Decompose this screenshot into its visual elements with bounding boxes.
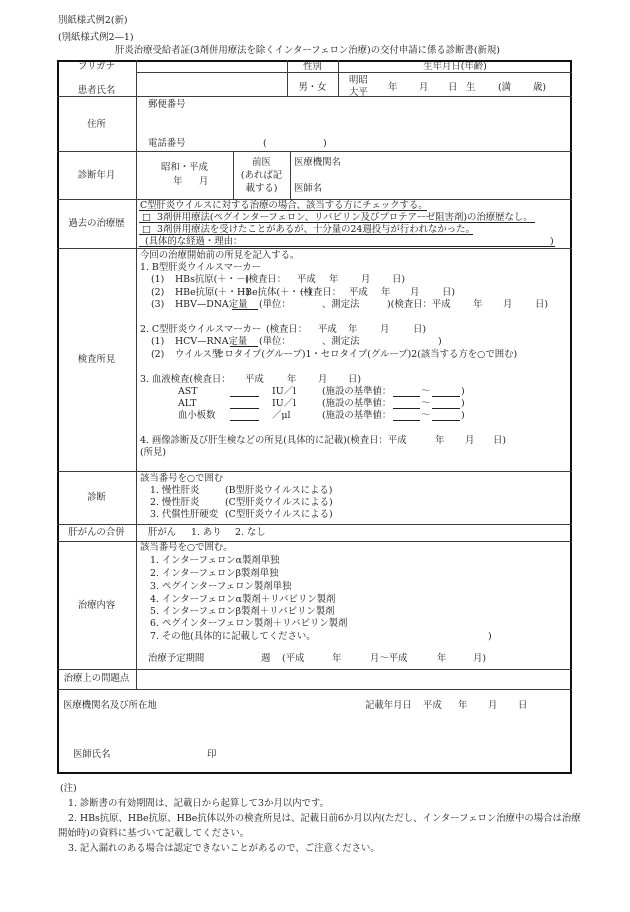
hcv-rna-value-blank xyxy=(230,346,258,347)
note-item: 3. 記入漏れのある場合は認定できないことがあるので、ご注意ください。 xyxy=(68,843,380,854)
year-unit: 年 xyxy=(435,435,445,446)
patient-name-label: 患者氏名 xyxy=(77,85,116,96)
test-date-label: (検査日： xyxy=(266,324,308,335)
ast-value-blank xyxy=(230,396,259,397)
platelet-reference-min-blank xyxy=(393,420,420,421)
blood-test-heading: 3. 血液検査(検査日： xyxy=(140,374,231,385)
month-unit: 月 xyxy=(465,435,475,446)
birth-day-unit: 日 xyxy=(448,82,458,93)
treatment-period-label: 治療予定期間 xyxy=(148,653,205,664)
method-label: 、測定法 xyxy=(322,299,360,310)
row-divider xyxy=(57,689,572,690)
treatment-other-close: ) xyxy=(488,631,492,642)
treatment-option: 2. インターフェロンβ製剤単独 xyxy=(150,568,279,579)
month-unit: 月 xyxy=(488,700,498,711)
range-separator: ～ xyxy=(421,410,431,421)
weeks-unit: 週 xyxy=(261,653,271,664)
age-prefix: (満 xyxy=(498,82,512,93)
phone-area-close: ) xyxy=(323,138,327,149)
imaging-findings-label: (所見) xyxy=(140,447,167,458)
hbv-heading: 1. B型肝炎ウイルスマーカー xyxy=(140,262,262,273)
birth-month-unit: 月 xyxy=(419,82,429,93)
year-unit: 年 xyxy=(287,374,297,385)
past-treatment-instruction: C型肝炎ウイルスに対する治療の場合、該当する方にチェックする。 xyxy=(140,200,428,211)
diagnosis-date-label: 診断年月 xyxy=(77,170,116,181)
day-unit: 日) xyxy=(535,299,549,310)
period-separator: 月～平成 xyxy=(370,653,408,664)
birthdate-label: 生年月日(年齢) xyxy=(423,61,487,72)
phone-label: 電話番号 xyxy=(148,138,186,149)
treatment-issues-label: 治療上の問題点 xyxy=(63,673,130,684)
liver-cancer-option-yes: 1. あり xyxy=(191,527,222,538)
previous-doctor-note: 載する) xyxy=(245,183,278,194)
year-unit: 年 xyxy=(381,287,391,298)
liver-cancer-text: 肝がん xyxy=(148,527,177,538)
treatment-label: 治療内容 xyxy=(77,600,116,611)
close-paren: ) xyxy=(461,410,465,421)
virus-type-label: ウイルス型 xyxy=(175,349,222,360)
range-separator: ～ xyxy=(421,398,431,409)
diagnosis-option: 3. 代償性肝硬変 xyxy=(150,509,219,520)
row-divider xyxy=(57,471,572,472)
item-number: (2) xyxy=(151,349,165,360)
option-no-triple-therapy: 3剤併用療法(ペグインターフェロン、リバビリン及びプロテアーゼ阻害剤)の治療歴なし。 xyxy=(157,212,533,223)
alt-unit: IU／l xyxy=(272,398,296,409)
close-paren: ) xyxy=(461,386,465,397)
ast-unit: IU／l xyxy=(272,386,296,397)
sex-options: 男・女 xyxy=(298,82,327,93)
platelet-reference-max-blank xyxy=(432,420,460,421)
month-unit: 月 xyxy=(361,274,371,285)
row-divider xyxy=(57,541,572,542)
hbe-antigen: HBe抗原(＋・－) xyxy=(175,287,250,298)
day-unit: 日) xyxy=(493,435,507,446)
day-unit: 日) xyxy=(442,287,456,298)
address-label: 住所 xyxy=(87,119,106,130)
notes-heading: (注) xyxy=(60,783,77,794)
institution-name-label: 医療機関名 xyxy=(294,157,341,168)
platelet-value-blank xyxy=(230,420,259,421)
diagnosis-cause: (C型肝炎ウイルスによる) xyxy=(225,509,333,520)
underline xyxy=(139,246,555,247)
period-start-era: (平成 xyxy=(282,653,305,664)
era-heisei: 平成 xyxy=(318,324,337,335)
underline xyxy=(139,222,535,223)
ast-label: AST xyxy=(178,386,198,397)
year-unit: 年 xyxy=(348,324,358,335)
phone-area-open: ( xyxy=(263,138,267,149)
note-item: 2. HBs抗原、HBe抗原、HBe抗体以外の検査所見は、記載日前6か月以内(ただし、インターフェロン治療中の場合は治療 xyxy=(68,813,581,824)
item-number: (3) xyxy=(151,299,165,310)
diagnosis-option: 1. 慢性肝炎 xyxy=(150,485,200,496)
era-heisei: 平成 xyxy=(423,700,442,711)
close-paren: ) xyxy=(438,336,442,347)
form-number: 別紙様式例2(新) xyxy=(58,15,128,26)
document-title: 肝炎治療受給者証(3剤併用療法を除くインターフェロン治療)の交付申請に係る診断書(新規) xyxy=(115,45,500,56)
year-unit: 年 xyxy=(332,653,342,664)
diagnosis-cause: (B型肝炎ウイルスによる) xyxy=(225,485,333,496)
born-label: 生 xyxy=(466,82,476,93)
findings-intro: 今回の治療開始前の所見を記入する。 xyxy=(140,250,300,261)
diagnosis-year-unit: 年 xyxy=(173,176,183,187)
month-unit: 月 xyxy=(410,287,420,298)
liver-cancer-option-no: 2. なし xyxy=(235,527,266,538)
year-unit: 年 xyxy=(473,299,483,310)
previous-doctor-note: (あれば記 xyxy=(240,170,283,181)
note-item: 1. 診断書の有効期間は、記載日から起算して3か月以内です。 xyxy=(68,798,329,809)
month-unit: 月 xyxy=(503,299,513,310)
diagnosis-instruction: 該当番号を○で囲む xyxy=(140,473,224,484)
furigana-label: フリガナ xyxy=(77,61,116,72)
ast-reference-min-blank xyxy=(393,396,420,397)
treatment-option: 7. その他(具体的に記載してください。 xyxy=(150,631,316,642)
test-date-label: (検査日： xyxy=(300,287,342,298)
day-unit: 日) xyxy=(413,324,427,335)
hbv-dna-value-blank xyxy=(232,309,258,310)
option-incomplete-triple-therapy: 3剤併用療法を受けたことがあるが、十分量の24週投与が行われなかった。 xyxy=(157,224,475,235)
test-date-label: )(検査日：平成 xyxy=(387,299,451,310)
diagnosis-label: 診断 xyxy=(87,492,106,503)
treatment-option: 4. インターフェロンα製剤＋リバビリン製剤 xyxy=(150,594,336,605)
unit-label: (単位： xyxy=(259,299,291,310)
age-suffix: 歳) xyxy=(533,82,547,93)
diagnosis-era: 昭和・平成 xyxy=(161,162,208,173)
diagnosis-option: 2. 慢性肝炎 xyxy=(150,497,200,508)
postal-code-label: 郵便番号 xyxy=(148,99,186,110)
reference-label: (施設の基準値： xyxy=(322,398,392,409)
diagnosis-cause: (C型肝炎ウイルスによる) xyxy=(225,497,333,508)
method-label: 、測定法 xyxy=(322,336,360,347)
treatment-instruction: 該当番号を○で囲む。 xyxy=(140,542,233,553)
treatment-option: 3. ペグインターフェロン製剤単独 xyxy=(150,581,292,592)
year-unit: 年 xyxy=(329,274,339,285)
row-divider xyxy=(136,72,572,73)
reference-label: (施設の基準値： xyxy=(322,386,392,397)
close-paren: ) xyxy=(461,398,465,409)
day-unit: 日) xyxy=(348,374,362,385)
row-divider xyxy=(57,96,572,97)
reason-label: (具体的な経過・理由： xyxy=(145,236,243,247)
row-divider xyxy=(57,151,572,152)
treatment-option: 1. インターフェロンα製剤単独 xyxy=(150,555,280,566)
year-unit: 年 xyxy=(458,700,468,711)
form-subnumber: (別紙様式例2—1) xyxy=(58,32,134,43)
hbv-dna-quantity: HBV—DNA定量 xyxy=(175,299,248,310)
alt-label: ALT xyxy=(178,398,197,409)
month-unit: 月 xyxy=(318,374,328,385)
findings-label: 検査所見 xyxy=(77,354,116,365)
row-divider xyxy=(57,669,572,670)
row-divider xyxy=(57,248,572,249)
checkbox-no-triple-therapy[interactable]: □ xyxy=(142,212,151,223)
birth-year-unit: 年 xyxy=(388,82,398,93)
liver-cancer-label: 肝がんの合併 xyxy=(68,527,125,538)
treatment-option: 6. ペグインターフェロン製剤＋リバビリン製剤 xyxy=(150,618,348,629)
year-unit: 年 xyxy=(437,653,447,664)
platelet-label: 血小板数 xyxy=(178,410,216,421)
hbe-antibody: HBe抗体(＋・－) xyxy=(237,287,312,298)
reason-close: ) xyxy=(550,236,554,247)
range-separator: ～ xyxy=(421,386,431,397)
ast-reference-max-blank xyxy=(432,396,460,397)
serotype-options: セロタイプ(グループ)1・セロタイプ(グループ)2(該当する方を○で囲む) xyxy=(215,349,518,360)
month-unit: 月 xyxy=(380,324,390,335)
alt-reference-max-blank xyxy=(432,408,460,409)
underline xyxy=(139,210,427,211)
platelet-unit: ／μl xyxy=(272,410,291,421)
note-item-continuation: 開始時)の資料に基づいて記載してください。 xyxy=(58,828,250,839)
item-number: (1) xyxy=(151,336,165,347)
hcv-heading: 2. C型肝炎ウイルスマーカー xyxy=(140,324,262,335)
hcv-rna-quantity: HCV—RNA定量 xyxy=(175,336,248,347)
era-heisei: 平成 xyxy=(297,274,316,285)
entry-date-label: 記載年月日 xyxy=(365,700,412,711)
item-number: (1) xyxy=(151,274,165,285)
underline xyxy=(139,234,473,235)
day-unit: 日) xyxy=(392,274,406,285)
institution-address-label: 医療機関名及び所在地 xyxy=(63,700,157,711)
column-divider xyxy=(136,60,137,689)
seal-mark: 印 xyxy=(207,749,217,760)
previous-doctor-label: 前医 xyxy=(252,157,271,168)
column-divider xyxy=(290,151,291,199)
alt-reference-min-blank xyxy=(393,408,420,409)
alt-value-blank xyxy=(230,408,259,409)
day-unit: 日 xyxy=(518,700,528,711)
past-treatment-label: 過去の治療歴 xyxy=(68,218,125,229)
period-end-month: 月) xyxy=(473,653,487,664)
treatment-option: 5. インターフェロンβ製剤＋リバビリン製剤 xyxy=(150,606,335,617)
diagnosis-month-unit: 月 xyxy=(199,176,209,187)
sex-label: 性別 xyxy=(303,61,322,72)
era-heisei: 平成 xyxy=(245,374,264,385)
row-divider xyxy=(57,524,572,525)
item-number: (2) xyxy=(151,287,165,298)
era-options-line1: 明昭 xyxy=(349,75,368,86)
unit-label: (単位： xyxy=(259,336,291,347)
doctor-name-label: 医師名 xyxy=(294,183,323,194)
test-date-label: (検査日： xyxy=(245,274,287,285)
hbs-antigen: HBs抗原(＋・－) xyxy=(175,274,250,285)
imaging-heading: 4. 画像診断及び肝生検などの所見(具体的に記載)(検査日：平成 xyxy=(140,435,407,446)
era-heisei: 平成 xyxy=(349,287,368,298)
reference-label: (施設の基準値： xyxy=(322,410,392,421)
checkbox-incomplete-triple-therapy[interactable]: □ xyxy=(142,224,151,235)
era-options-line2: 大平 xyxy=(349,87,368,98)
physician-name-label: 医師氏名 xyxy=(73,749,111,760)
